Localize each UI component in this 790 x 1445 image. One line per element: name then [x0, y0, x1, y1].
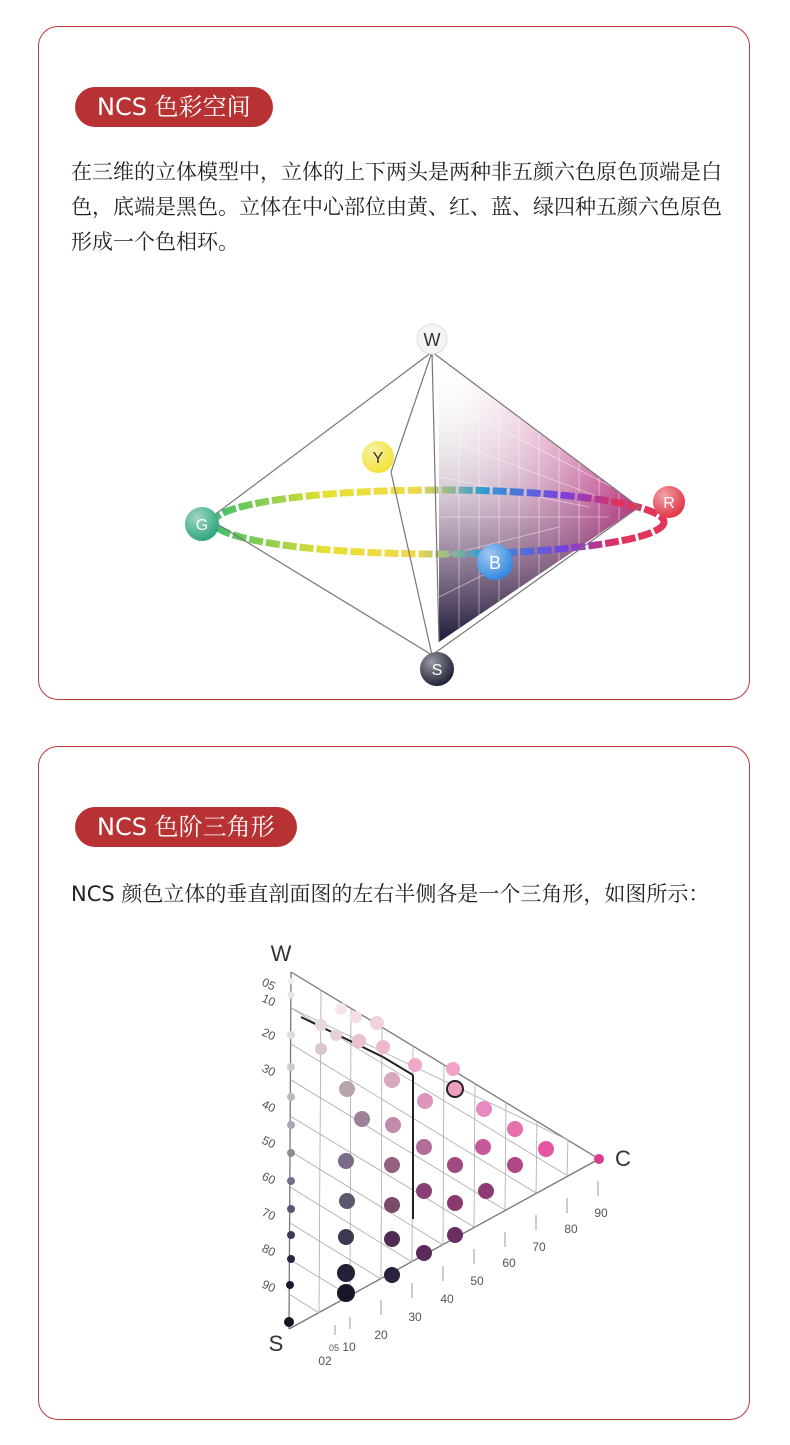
- svg-text:40: 40: [259, 1097, 278, 1116]
- section-title: NCS 色阶三角形: [75, 807, 297, 847]
- chroma-corner-label: C: [615, 1146, 631, 1171]
- nuance-dots: [315, 1003, 604, 1302]
- svg-text:Y: Y: [372, 450, 384, 467]
- section-paragraph: 在三维的立体模型中，立体的上下两头是两种非五颜六色原色顶端是白色，底端是黑色。立体在中心部位由黄、红、蓝、绿四种五颜六色原色形成一个色相环。: [71, 160, 722, 254]
- svg-text:80: 80: [564, 1222, 578, 1236]
- svg-text:B: B: [488, 553, 502, 573]
- yellow-node: [362, 441, 394, 473]
- svg-text:G: G: [195, 517, 209, 534]
- svg-text:20: 20: [374, 1328, 388, 1342]
- svg-text:70: 70: [259, 1205, 278, 1224]
- svg-text:20: 20: [259, 1025, 278, 1044]
- svg-text:R: R: [663, 495, 675, 512]
- svg-text:90: 90: [594, 1206, 608, 1220]
- svg-text:50: 50: [470, 1274, 484, 1288]
- left-scale: [260, 975, 278, 1295]
- svg-text:10: 10: [259, 991, 278, 1010]
- section-card-color-space: [38, 26, 750, 700]
- svg-text:W: W: [423, 330, 441, 350]
- svg-text:05: 05: [328, 1343, 340, 1353]
- section-card-color-triangle: [38, 746, 750, 1420]
- section-title: NCS 色彩空间: [75, 87, 273, 127]
- svg-text:70: 70: [532, 1240, 546, 1254]
- bottom-ticks: [335, 1181, 598, 1335]
- black-node: [420, 652, 454, 686]
- svg-text:30: 30: [259, 1061, 278, 1080]
- svg-text:05: 05: [259, 975, 278, 994]
- white-corner-label: W: [270, 941, 292, 966]
- white-node: [417, 324, 447, 354]
- svg-text:40: 40: [440, 1292, 454, 1306]
- svg-text:02: 02: [318, 1354, 332, 1368]
- red-node: [653, 486, 685, 518]
- section-paragraph: NCS 颜色立体的垂直剖面图的左右半侧各是一个三角形，如图所示：: [71, 882, 710, 906]
- svg-text:80: 80: [259, 1241, 278, 1260]
- svg-text:S: S: [431, 662, 443, 679]
- green-node: [185, 507, 219, 541]
- svg-text:30: 30: [408, 1310, 422, 1324]
- svg-text:90: 90: [259, 1277, 278, 1296]
- ncs-color-triangle-diagram: [251, 937, 671, 1377]
- svg-text:60: 60: [502, 1256, 516, 1270]
- bottom-scale: [318, 1206, 608, 1368]
- svg-text:10: 10: [342, 1340, 356, 1354]
- svg-text:50: 50: [259, 1133, 278, 1152]
- blue-node: [477, 544, 513, 580]
- svg-text:60: 60: [259, 1169, 278, 1188]
- ncs-color-space-diagram: [129, 297, 689, 697]
- black-corner-label: S: [268, 1331, 284, 1356]
